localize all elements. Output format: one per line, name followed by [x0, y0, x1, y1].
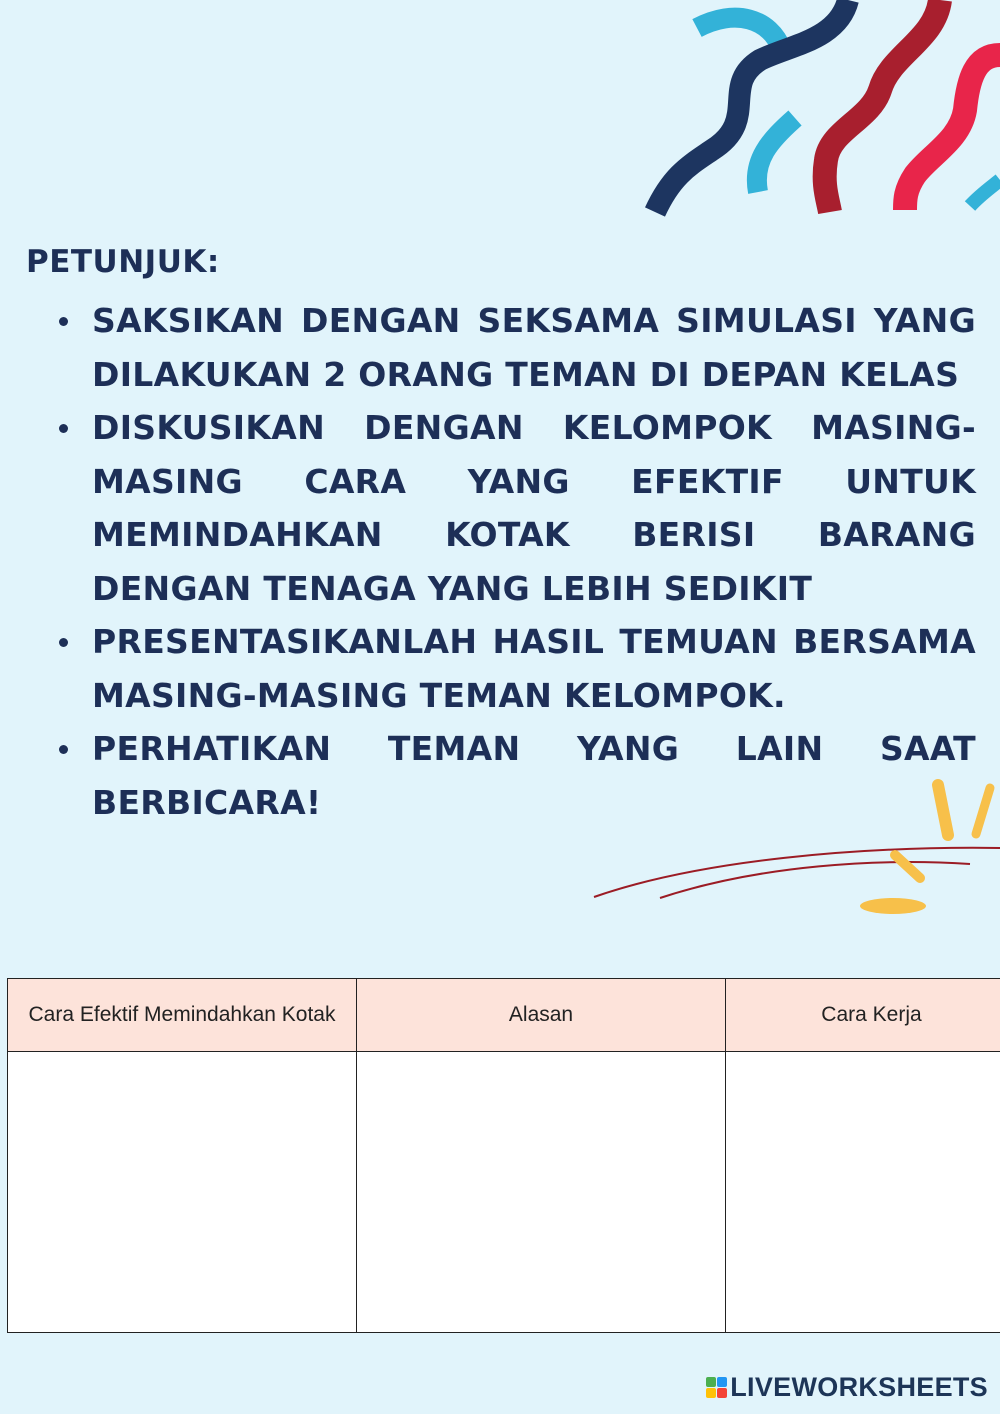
- instruction-text: PRESENTASIKANLAH HASIL TEMUAN BERSAMA MASING-MASING TEMAN KELOMPOK.: [92, 622, 976, 715]
- worksheet-table: [7, 978, 1000, 1333]
- column-header-cara-efektif: Cara Efektif Memindahkan Kotak: [8, 979, 357, 1052]
- instruction-text: SAKSIKAN DENGAN SEKSAMA SIMULASI YANG DILAKUKAN 2 ORANG TEMAN DI DEPAN KELAS: [92, 301, 976, 394]
- instruction-text: PERHATIKAN TEMAN YANG LAIN SAAT BERBICARA!: [92, 729, 976, 822]
- instruction-item: [56, 615, 976, 722]
- answer-cell-cara-efektif[interactable]: [8, 1052, 357, 1333]
- answer-cell-cara-kerja[interactable]: [726, 1052, 1000, 1333]
- answer-cell-alasan[interactable]: [357, 1052, 726, 1333]
- table-header-row: [8, 979, 1000, 1052]
- instructions-list: [56, 294, 976, 829]
- instruction-item: [56, 401, 976, 615]
- instruction-text: DISKUSIKAN DENGAN KELOMPOK MASING-MASING CARA YANG EFEKTIF UNTUK MEMINDAHKAN KOTAK BERISI BARANG DENGAN TENAGA YANG LEBIH SEDIKIT: [92, 408, 976, 608]
- instruction-item: [56, 722, 976, 829]
- column-header-alasan: Alasan: [357, 979, 726, 1052]
- brand-name: LIVEWORKSHEETS: [730, 1372, 988, 1402]
- table-row: [8, 1052, 1000, 1333]
- worksheet-table-area: [0, 958, 1000, 1374]
- liveworksheets-brand[interactable]: [706, 1372, 988, 1403]
- liveworksheets-logo-icon: [706, 1377, 727, 1398]
- instruction-item: [56, 294, 976, 401]
- column-header-cara-kerja: Cara Kerja: [726, 979, 1000, 1052]
- instructions-heading: PETUNJUK:: [26, 244, 220, 280]
